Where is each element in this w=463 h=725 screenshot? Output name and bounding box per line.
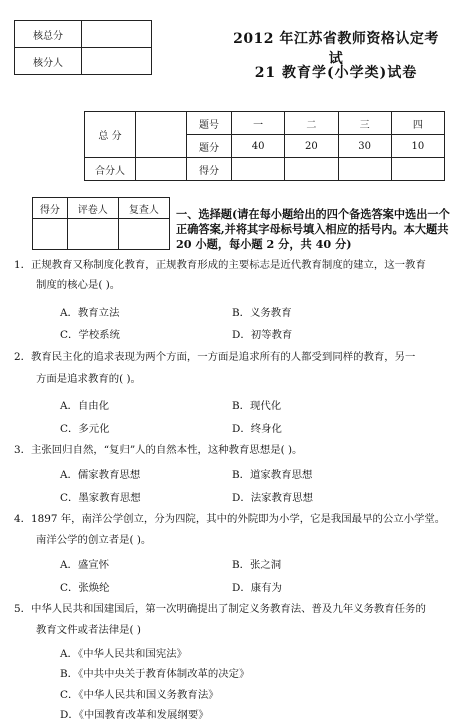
question-1-line-1: 1．正规教育又称制度化教育，正规教育形成的主要标志是近代教育制度的建立，这一教育 (14, 259, 426, 271)
section-points: 10 (391, 135, 444, 158)
checker-cell (82, 48, 152, 75)
grader-header: 复查人 (118, 198, 169, 219)
option-c: C．学校系统 (60, 329, 120, 341)
question-3-line-1: 3．主张回归自然，“复归”人的自然本性，这种教育思想是( )。 (14, 444, 303, 456)
obtained-cell (338, 158, 391, 181)
section-no: 一 (232, 112, 285, 135)
question-4-line-2: 南洋公学的创立者是( )。 (36, 534, 152, 546)
option-b: B．义务教育 (232, 307, 292, 319)
obtained-cell (391, 158, 444, 181)
option-a: A．儒家教育思想 (60, 469, 141, 481)
section-points: 30 (338, 135, 391, 158)
option-c: C．张焕纶 (60, 582, 110, 594)
exam-subtitle: 21 教育学(小学类)试卷 (254, 65, 418, 81)
total-score-label: 总 分 (85, 112, 136, 158)
review-box (14, 20, 152, 75)
total-score-cell (136, 112, 187, 158)
grader-cell (33, 219, 68, 250)
score-table (84, 111, 445, 181)
option-d: D．康有为 (232, 582, 282, 594)
total-check-label: 核总分 (15, 21, 82, 48)
combined-scorer-cell (136, 158, 187, 181)
option-a: A．盛宣怀 (60, 559, 110, 571)
obtained-cell (285, 158, 338, 181)
grader-cell (67, 219, 118, 250)
grader-header: 得分 (33, 198, 68, 219)
points-label: 题分 (187, 135, 232, 158)
question-5-line-2: 教育文件或者法律是( ) (36, 624, 141, 636)
option-d: D．终身化 (232, 423, 282, 435)
combined-scorer-label: 合分人 (85, 158, 136, 181)
option-c: C．《中华人民共和国义务教育法》 (60, 689, 219, 701)
option-c: C．多元化 (60, 423, 110, 435)
section-no: 四 (391, 112, 444, 135)
section-no: 三 (338, 112, 391, 135)
option-b: B．张之洞 (232, 559, 282, 571)
exam-title: 2012 年江苏省教师资格认定考试 (233, 31, 439, 67)
option-d: D．初等教育 (232, 329, 293, 341)
option-b: B．现代化 (232, 400, 282, 412)
question-4-line-1: 4．1897 年，南洋公学创立，分为四院，其中的外院即为小学，它是我国最早的公立小学堂。 (14, 513, 446, 525)
grader-cell (118, 219, 169, 250)
question-2-line-1: 2．教育民主化的追求表现为两个方面，一方面是追求所有的人都受到同样的教育，另一 (14, 351, 416, 363)
option-d: D．法家教育思想 (232, 492, 314, 504)
option-b: B．《中共中央关于教育体制改革的决定》 (60, 668, 250, 680)
section-points: 20 (285, 135, 338, 158)
option-a: A．教育立法 (60, 307, 120, 319)
obtained-label: 得分 (187, 158, 232, 181)
question-1-line-2: 制度的核心是( )。 (36, 279, 121, 291)
question-2-line-2: 方面是追求教育的( )。 (36, 373, 141, 385)
option-c: C．墨家教育思想 (60, 492, 141, 504)
option-b: B．道家教育思想 (232, 469, 313, 481)
option-a: A．《中华人民共和国宪法》 (60, 648, 187, 660)
grader-table (32, 197, 170, 250)
obtained-cell (232, 158, 285, 181)
section-points: 40 (232, 135, 285, 158)
total-check-cell (82, 21, 152, 48)
section-instruction: 一、选择题(请在每小题给出的四个备选答案中选出一个正确答案,并将其字母标号填入相应的括号内。本大题共 20 小题，每小题 2 分，共 40 分) (176, 207, 450, 251)
grader-header: 评卷人 (67, 198, 118, 219)
question-5-line-1: 5．中华人民共和国建国后，第一次明确提出了制定义务教育法、普及九年义务教育任务的 (14, 603, 426, 615)
question-no-label: 题号 (187, 112, 232, 135)
section-no: 二 (285, 112, 338, 135)
option-d: D．《中国教育改革和发展纲要》 (60, 709, 209, 721)
checker-label: 核分人 (15, 48, 82, 75)
option-a: A．自由化 (60, 400, 110, 412)
